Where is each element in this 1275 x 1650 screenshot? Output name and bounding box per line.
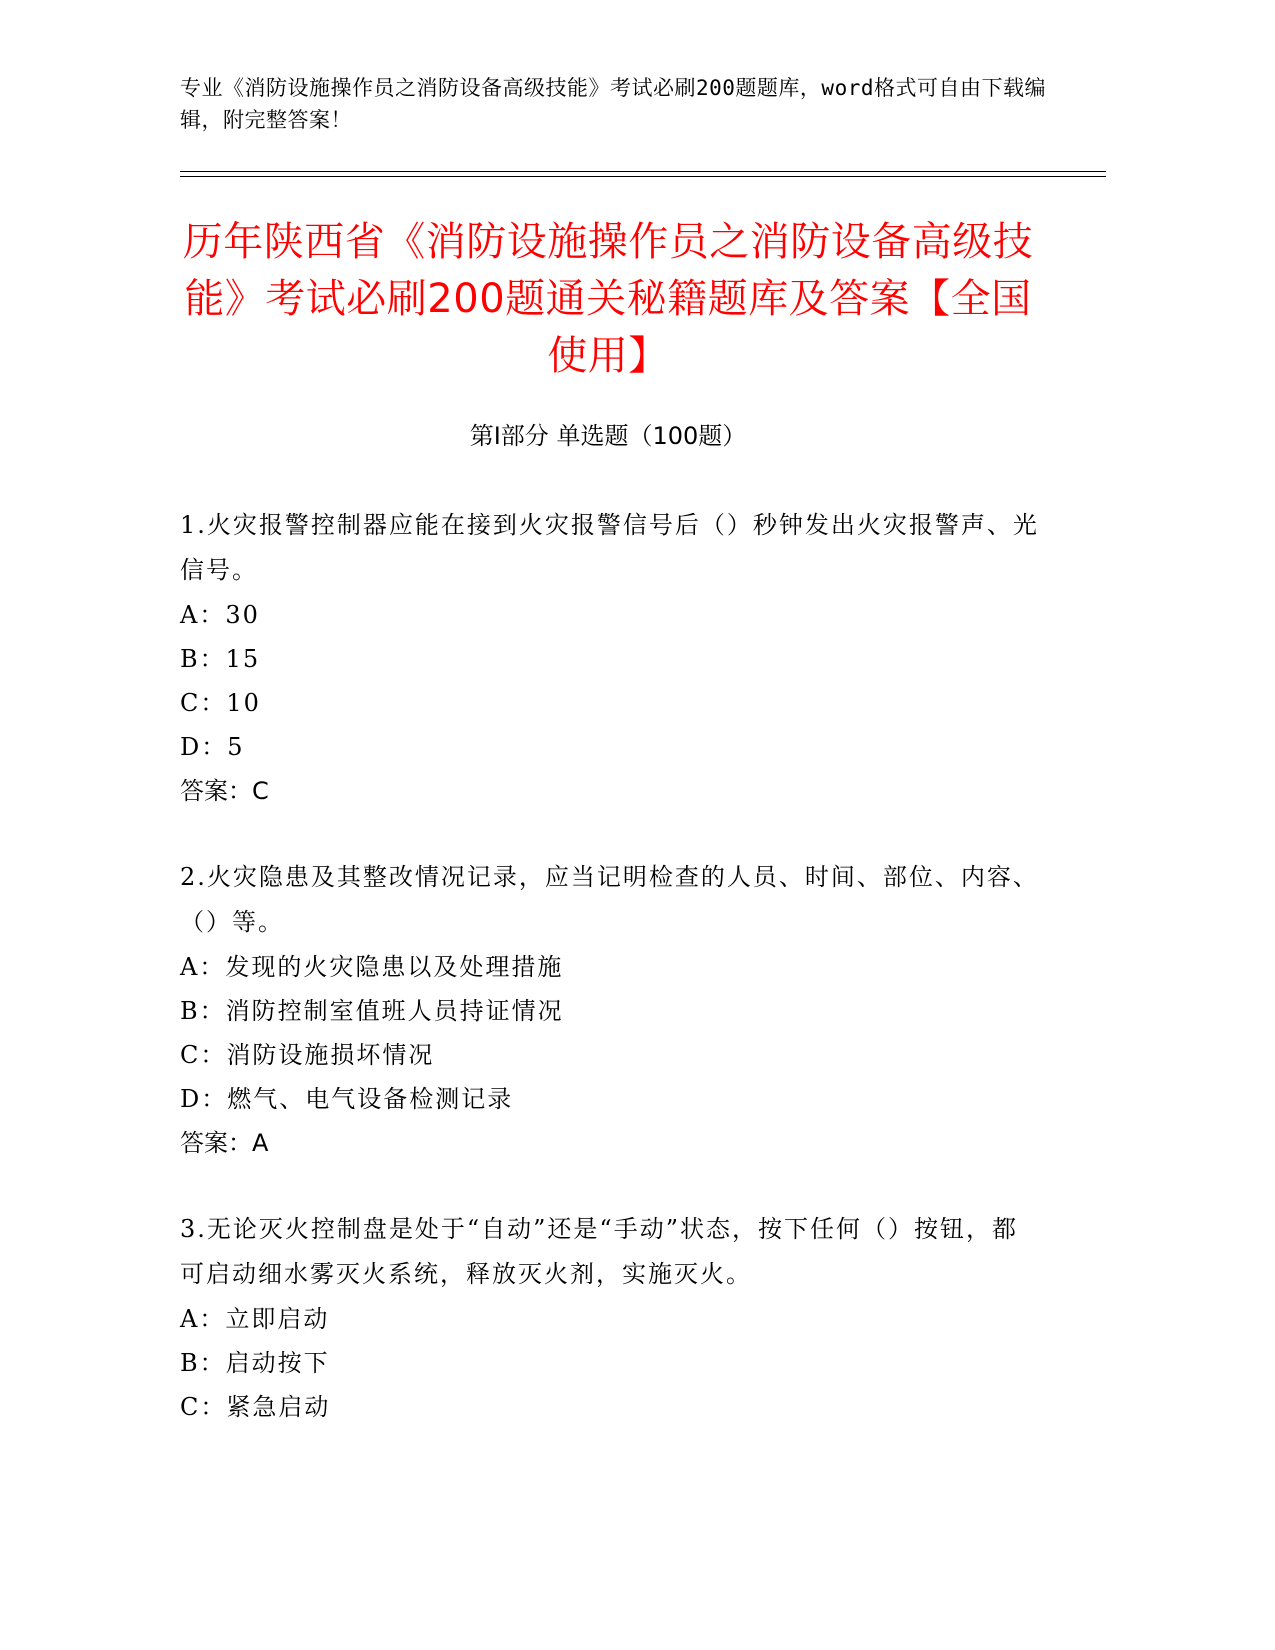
option-d: D：燃气、电气设备检测记录 <box>180 1085 514 1113</box>
option-b: B：15 <box>180 645 261 673</box>
question-list <box>180 503 1040 1471</box>
option-c: C：紧急启动 <box>180 1393 331 1421</box>
question-stem: 2.火灾隐患及其整改情况记录，应当记明检查的人员、时间、部位、内容、（）等。 <box>180 863 1039 936</box>
answer: 答案：A <box>180 1129 269 1157</box>
option-a: A：立即启动 <box>180 1305 330 1333</box>
option-a: A：30 <box>180 601 260 629</box>
question-stem: 1.火灾报警控制器应能在接到火灾报警信号后（）秒钟发出火灾报警声、光信号。 <box>180 511 1039 584</box>
option-c: C：10 <box>180 689 261 717</box>
option-b: B：启动按下 <box>180 1349 330 1377</box>
header-rule-bottom <box>180 176 1106 177</box>
header-note: 专业《消防设施操作员之消防设备高级技能》考试必刷200题题库，word格式可自由下载编辑，附完整答案！ <box>180 76 1046 132</box>
document-title: 历年陕西省《消防设施操作员之消防设备高级技能》考试必刷200题通关秘籍题库及答案【全国使用】 <box>182 219 1034 379</box>
question-stem: 3.无论灭火控制盘是处于“自动”还是“手动”状态，按下任何（）按钮，都可启动细水雾灭火系统，释放灭火剂，实施灭火。 <box>180 1215 1018 1288</box>
question-2 <box>180 855 1040 1165</box>
option-c: C：消防设施损坏情况 <box>180 1041 435 1069</box>
question-1 <box>180 503 1040 813</box>
answer: 答案：C <box>180 777 269 805</box>
option-b: B：消防控制室值班人员持证情况 <box>180 997 564 1025</box>
header-rule-top <box>180 171 1106 172</box>
option-a: A：发现的火灾隐患以及处理措施 <box>180 953 564 981</box>
question-3 <box>180 1207 1040 1429</box>
section-heading: 第Ⅰ部分 单选题（100题） <box>469 422 747 450</box>
option-d: D：5 <box>180 733 245 761</box>
